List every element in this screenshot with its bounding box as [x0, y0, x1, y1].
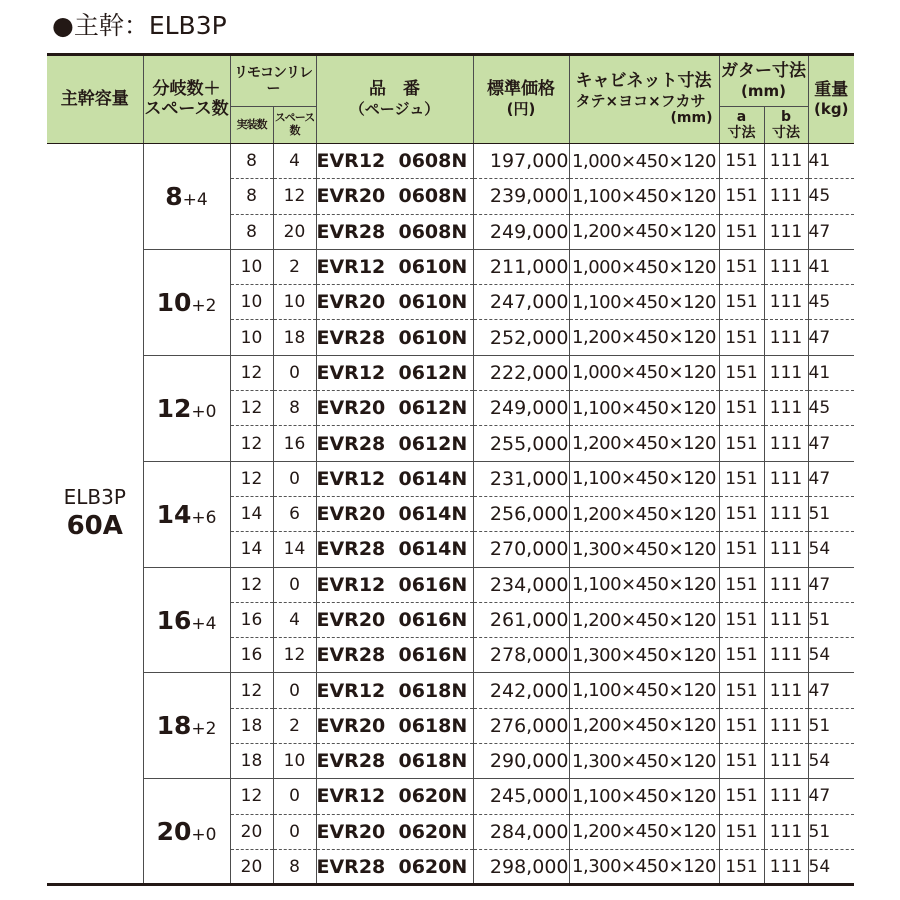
weight-cell: 51	[808, 814, 854, 849]
gutter-b-cell: 111	[764, 391, 808, 426]
table-row	[47, 249, 854, 284]
header-cabinet-line2: タテ×ヨコ×フカサ	[575, 92, 706, 111]
installed-count-cell: 18	[230, 744, 273, 779]
installed-count-cell: 12	[230, 673, 273, 708]
installed-count-cell: 12	[230, 426, 273, 461]
cabinet-size-cell: 1,000×450×120	[569, 249, 719, 284]
cabinet-size-cell: 1,300×450×120	[569, 849, 719, 884]
gutter-a-cell: 151	[719, 779, 764, 814]
header-gutter-line2: (mm)	[741, 81, 786, 100]
installed-count-cell: 10	[230, 320, 273, 355]
header-installed: 実装数	[230, 107, 273, 144]
header-a-line2: 寸法	[727, 125, 756, 141]
cabinet-size-cell: 1,200×450×120	[569, 814, 719, 849]
installed-count-cell: 12	[230, 779, 273, 814]
weight-cell: 51	[808, 602, 854, 637]
header-b-line2: 寸法	[772, 125, 800, 141]
part-number-cell: EVR20 0614N	[316, 496, 473, 531]
gutter-a-cell: 151	[719, 638, 764, 673]
gutter-b-cell: 111	[764, 779, 808, 814]
gutter-b-cell: 111	[764, 320, 808, 355]
part-number-cell: EVR12 0616N	[316, 567, 473, 602]
price-cell: 249,000	[473, 391, 569, 426]
cabinet-size-cell: 1,100×450×120	[569, 779, 719, 814]
weight-cell: 54	[808, 638, 854, 673]
space-count-cell: 0	[273, 673, 316, 708]
space-count-cell: 8	[273, 391, 316, 426]
installed-count-cell: 20	[230, 849, 273, 884]
gutter-a-cell: 151	[719, 355, 764, 390]
branch-count: 12	[156, 393, 192, 423]
header-branch-line2: スペース数	[144, 98, 229, 119]
cabinet-size-cell: 1,200×450×120	[569, 496, 719, 531]
cabinet-size-cell: 1,200×450×120	[569, 214, 719, 249]
part-number-cell: EVR12 0618N	[316, 673, 473, 708]
part-number-cell: EVR28 0620N	[316, 849, 473, 884]
cabinet-size-cell: 1,200×450×120	[569, 320, 719, 355]
header-part-line2: （ページュ）	[349, 99, 440, 118]
space-count-cell: 8	[273, 849, 316, 884]
space-count-cell: 12	[273, 638, 316, 673]
header-weight	[808, 55, 854, 144]
gutter-b-cell: 111	[764, 814, 808, 849]
branch-space-cell	[143, 461, 230, 567]
space-count: +6	[191, 507, 217, 528]
header-price	[473, 55, 569, 144]
cabinet-size-cell: 1,100×450×120	[569, 391, 719, 426]
space-count-cell: 0	[273, 779, 316, 814]
gutter-a-cell: 151	[719, 532, 764, 567]
header-a-size	[719, 107, 764, 144]
part-number-cell: EVR12 0612N	[316, 355, 473, 390]
installed-count-cell: 16	[230, 638, 273, 673]
gutter-b-cell: 111	[764, 567, 808, 602]
space-count-cell: 2	[273, 249, 316, 284]
header-cabinet-unit: (mm)	[670, 110, 713, 127]
gutter-a-cell: 151	[719, 708, 764, 743]
header-gutter-size	[719, 55, 808, 107]
main-breaker-type: ELB3P	[63, 484, 126, 509]
gutter-b-cell: 111	[764, 214, 808, 249]
table-row	[47, 355, 854, 390]
cabinet-size-cell: 1,000×450×120	[569, 144, 719, 179]
part-number-cell: EVR20 0616N	[316, 602, 473, 637]
gutter-b-cell: 111	[764, 602, 808, 637]
branch-count: 20	[156, 816, 192, 846]
part-number-cell: EVR20 0612N	[316, 391, 473, 426]
cabinet-size-cell: 1,100×450×120	[569, 285, 719, 320]
cabinet-size-cell: 1,100×450×120	[569, 567, 719, 602]
space-count-cell: 14	[273, 532, 316, 567]
header-b-size	[764, 107, 808, 144]
price-cell: 239,000	[473, 179, 569, 214]
space-count: +4	[191, 613, 217, 634]
space-count-cell: 0	[273, 461, 316, 496]
gutter-b-cell: 111	[764, 849, 808, 884]
cabinet-size-cell: 1,000×450×120	[569, 355, 719, 390]
header-price-line1: 標準価格	[487, 78, 555, 99]
header-gutter-line1: ガター寸法	[721, 61, 806, 82]
weight-cell: 54	[808, 532, 854, 567]
space-count-cell: 0	[273, 355, 316, 390]
installed-count-cell: 18	[230, 708, 273, 743]
installed-count-cell: 12	[230, 461, 273, 496]
installed-count-cell: 12	[230, 567, 273, 602]
price-cell: 252,000	[473, 320, 569, 355]
installed-count-cell: 16	[230, 602, 273, 637]
branch-space-cell	[143, 144, 230, 250]
part-number-cell: EVR28 0608N	[316, 214, 473, 249]
price-cell: 231,000	[473, 461, 569, 496]
branch-count: 10	[156, 287, 192, 317]
weight-cell: 51	[808, 708, 854, 743]
header-b-line1: b	[780, 108, 792, 125]
table-row	[47, 779, 854, 814]
gutter-b-cell: 111	[764, 708, 808, 743]
branch-count: 16	[156, 605, 192, 635]
branch-count: 14	[156, 499, 192, 529]
weight-cell: 41	[808, 355, 854, 390]
gutter-a-cell: 151	[719, 744, 764, 779]
header-part-line1: 品 番	[369, 78, 420, 99]
gutter-a-cell: 151	[719, 814, 764, 849]
gutter-a-cell: 151	[719, 249, 764, 284]
cabinet-size-cell: 1,300×450×120	[569, 638, 719, 673]
weight-cell: 51	[808, 496, 854, 531]
header-part-number	[316, 55, 473, 144]
part-number-cell: EVR20 0618N	[316, 708, 473, 743]
branch-space-cell	[143, 355, 230, 461]
price-cell: 276,000	[473, 708, 569, 743]
cabinet-size-cell: 1,100×450×120	[569, 673, 719, 708]
weight-cell: 45	[808, 285, 854, 320]
main-breaker-amperage: 60A	[66, 510, 123, 541]
cabinet-size-cell: 1,200×450×120	[569, 426, 719, 461]
part-number-cell: EVR28 0610N	[316, 320, 473, 355]
branch-count: 8	[165, 181, 183, 211]
part-number-cell: EVR12 0608N	[316, 144, 473, 179]
gutter-a-cell: 151	[719, 673, 764, 708]
table-row	[47, 461, 854, 496]
part-number-cell: EVR12 0620N	[316, 779, 473, 814]
weight-cell: 47	[808, 779, 854, 814]
gutter-a-cell: 151	[719, 461, 764, 496]
price-cell: 242,000	[473, 673, 569, 708]
table-header	[47, 55, 854, 144]
part-number-cell: EVR28 0614N	[316, 532, 473, 567]
cabinet-size-cell: 1,100×450×120	[569, 461, 719, 496]
price-cell: 278,000	[473, 638, 569, 673]
gutter-b-cell: 111	[764, 285, 808, 320]
gutter-b-cell: 111	[764, 496, 808, 531]
part-number-cell: EVR20 0610N	[316, 285, 473, 320]
price-cell: 211,000	[473, 249, 569, 284]
page-title: ●主幹：ELB3P	[52, 11, 227, 40]
header-spaces: スペース数	[273, 107, 316, 144]
installed-count-cell: 10	[230, 285, 273, 320]
gutter-b-cell: 111	[764, 744, 808, 779]
branch-space-cell	[143, 249, 230, 355]
price-cell: 197,000	[473, 144, 569, 179]
space-count: +0	[191, 824, 217, 845]
weight-cell: 41	[808, 249, 854, 284]
header-branch-line1: 分岐数＋	[152, 78, 221, 99]
space-count: +4	[182, 189, 208, 210]
gutter-a-cell: 151	[719, 849, 764, 884]
header-a-line1: a	[736, 108, 747, 125]
header-price-line2: (円)	[506, 99, 536, 118]
spec-table	[47, 53, 854, 886]
table-row	[47, 144, 854, 179]
weight-cell: 47	[808, 673, 854, 708]
installed-count-cell: 10	[230, 249, 273, 284]
weight-cell: 41	[808, 144, 854, 179]
space-count-cell: 6	[273, 496, 316, 531]
weight-cell: 47	[808, 461, 854, 496]
cabinet-size-cell: 1,200×450×120	[569, 602, 719, 637]
header-cabinet-line1: キャビネット寸法	[575, 71, 712, 92]
space-count-cell: 12	[273, 179, 316, 214]
gutter-a-cell: 151	[719, 391, 764, 426]
part-number-cell: EVR12 0610N	[316, 249, 473, 284]
installed-count-cell: 8	[230, 214, 273, 249]
gutter-a-cell: 151	[719, 320, 764, 355]
main-capacity-cell	[47, 144, 143, 885]
price-cell: 256,000	[473, 496, 569, 531]
weight-cell: 47	[808, 567, 854, 602]
branch-space-cell	[143, 567, 230, 673]
installed-count-cell: 8	[230, 144, 273, 179]
price-cell: 298,000	[473, 849, 569, 884]
weight-cell: 54	[808, 744, 854, 779]
gutter-b-cell: 111	[764, 249, 808, 284]
part-number-cell: EVR28 0616N	[316, 638, 473, 673]
gutter-a-cell: 151	[719, 285, 764, 320]
weight-cell: 45	[808, 391, 854, 426]
gutter-b-cell: 111	[764, 179, 808, 214]
header-main-capacity: 主幹容量	[47, 55, 143, 144]
gutter-b-cell: 111	[764, 461, 808, 496]
table-row	[47, 567, 854, 602]
price-cell: 234,000	[473, 567, 569, 602]
gutter-a-cell: 151	[719, 426, 764, 461]
gutter-a-cell: 151	[719, 214, 764, 249]
gutter-b-cell: 111	[764, 638, 808, 673]
space-count: +2	[191, 719, 217, 740]
cabinet-size-cell: 1,200×450×120	[569, 708, 719, 743]
installed-count-cell: 14	[230, 496, 273, 531]
branch-count: 18	[156, 711, 192, 741]
part-number-cell: EVR28 0612N	[316, 426, 473, 461]
weight-cell: 54	[808, 849, 854, 884]
price-cell: 249,000	[473, 214, 569, 249]
gutter-a-cell: 151	[719, 496, 764, 531]
installed-count-cell: 8	[230, 179, 273, 214]
gutter-b-cell: 111	[764, 532, 808, 567]
price-cell: 284,000	[473, 814, 569, 849]
space-count-cell: 10	[273, 285, 316, 320]
header-remocon-relay: リモコンリレー	[230, 55, 316, 107]
part-number-cell: EVR20 0608N	[316, 179, 473, 214]
space-count-cell: 0	[273, 814, 316, 849]
price-cell: 255,000	[473, 426, 569, 461]
gutter-b-cell: 111	[764, 426, 808, 461]
weight-cell: 47	[808, 426, 854, 461]
space-count-cell: 18	[273, 320, 316, 355]
space-count: +2	[191, 295, 217, 316]
gutter-b-cell: 111	[764, 355, 808, 390]
gutter-b-cell: 111	[764, 673, 808, 708]
gutter-b-cell: 111	[764, 144, 808, 179]
cabinet-size-cell: 1,100×450×120	[569, 179, 719, 214]
weight-cell: 47	[808, 214, 854, 249]
gutter-a-cell: 151	[719, 179, 764, 214]
price-cell: 247,000	[473, 285, 569, 320]
header-branch-count	[143, 55, 230, 144]
space-count-cell: 16	[273, 426, 316, 461]
installed-count-cell: 14	[230, 532, 273, 567]
price-cell: 270,000	[473, 532, 569, 567]
installed-count-cell: 12	[230, 355, 273, 390]
table-body	[47, 144, 854, 885]
installed-count-cell: 12	[230, 391, 273, 426]
cabinet-size-cell: 1,300×450×120	[569, 532, 719, 567]
part-number-cell: EVR20 0620N	[316, 814, 473, 849]
part-number-cell: EVR28 0618N	[316, 744, 473, 779]
branch-space-cell	[143, 673, 230, 779]
header-weight-line2: (kg)	[814, 100, 849, 119]
gutter-a-cell: 151	[719, 144, 764, 179]
space-count-cell: 4	[273, 602, 316, 637]
branch-space-cell	[143, 779, 230, 885]
price-cell: 261,000	[473, 602, 569, 637]
installed-count-cell: 20	[230, 814, 273, 849]
price-cell: 290,000	[473, 744, 569, 779]
price-cell: 245,000	[473, 779, 569, 814]
space-count-cell: 20	[273, 214, 316, 249]
gutter-a-cell: 151	[719, 602, 764, 637]
table-row	[47, 673, 854, 708]
cabinet-size-cell: 1,300×450×120	[569, 744, 719, 779]
weight-cell: 47	[808, 320, 854, 355]
space-count: +0	[191, 401, 217, 422]
space-count-cell: 0	[273, 567, 316, 602]
space-count-cell: 2	[273, 708, 316, 743]
part-number-cell: EVR12 0614N	[316, 461, 473, 496]
weight-cell: 45	[808, 179, 854, 214]
space-count-cell: 4	[273, 144, 316, 179]
gutter-a-cell: 151	[719, 567, 764, 602]
price-cell: 222,000	[473, 355, 569, 390]
header-cabinet-size	[569, 55, 719, 144]
space-count-cell: 10	[273, 744, 316, 779]
header-weight-line1: 重量	[814, 79, 849, 100]
